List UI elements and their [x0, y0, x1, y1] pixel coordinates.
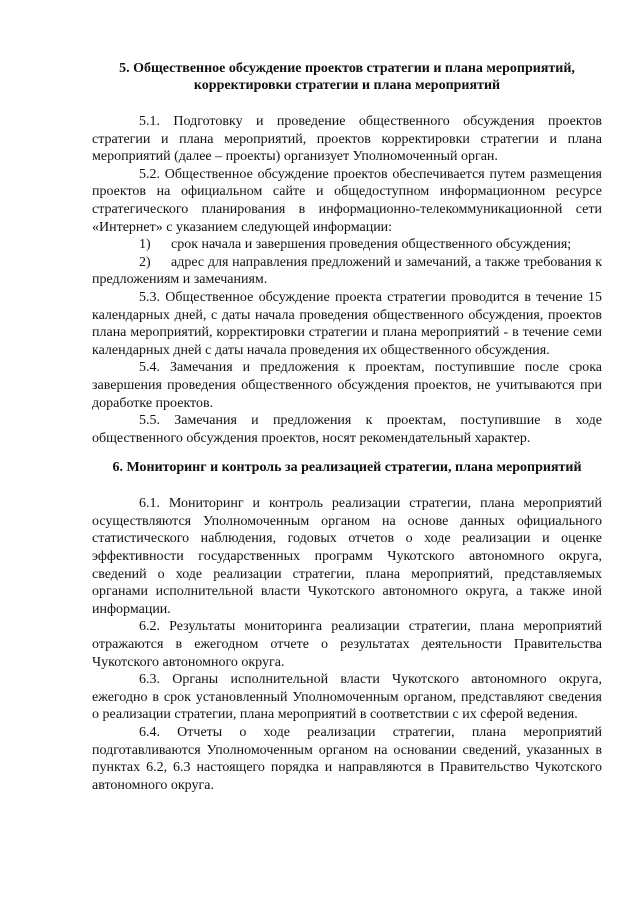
paragraph-6-3: 6.3. Органы исполнительной власти Чукотского автономного округа, ежегодно в срок установленный Уполномоченным органом, представляют сведения о реализации стратегии, плана мероприятий в соответствии с их сферой ведения. — [92, 672, 602, 723]
list-item-text: адрес для направления предложений и замечаний, а также требования к предложениям и замечаниям. — [92, 254, 602, 288]
paragraph-5-2: 5.2. Общественное обсуждение проектов обеспечивается путем размещения проектов на официальном сайте и общедоступном информационном ресурсе стратегического планирования в информационно-телекоммуникационной сети «Интернет» с указанием следующей информации: — [92, 166, 602, 235]
paragraph-5-4: 5.4. Замечания и предложения к проектам, поступившие после срока завершения проведения общественного обсуждения проектов, не учитываются при доработке проектов. — [92, 360, 602, 411]
list-item-number: 2) — [139, 254, 151, 270]
document-page — [92, 60, 602, 794]
list-item-number: 1) — [139, 237, 151, 253]
list-item-2 — [92, 254, 602, 289]
section-6-heading: 6. Мониторинг и контроль за реализацией стратегии, плана мероприятий — [112, 460, 582, 476]
list-item-text: срок начала и завершения проведения общественного обсуждения; — [171, 237, 572, 253]
section-5-heading-line2: корректировки стратегии и плана мероприятий — [193, 78, 501, 93]
paragraph-5-3: 5.3. Общественное обсуждение проекта стратегии проводится в течение 15 календарных дней, с даты начала проведения общественного обсуждения, проектов плана мероприятий, корректировки стратегии и плана мероприятий - в течение семи календарных дней с даты начала проведения их общественного обсуждения. — [92, 289, 602, 358]
paragraph-5-5: 5.5. Замечания и предложения к проектам, поступившие в ходе общественного обсуждения проектов, носят рекомендательный характер. — [92, 413, 602, 446]
section-5-heading — [92, 60, 602, 94]
paragraph-6-1: 6.1. Мониторинг и контроль реализации стратегии, плана мероприятий осуществляются Уполномоченным органом на основе данных официального статистического наблюдения, годовых отчетов о ходе реализации и оценке эффективности государственных программ Чукотского автономного округа, сведений о ходе реализации стратегии, плана мероприятий, представляемых органами исполнительной власти Чукотского автономного округа, а также иной информации. — [92, 496, 602, 617]
paragraph-5-1: 5.1. Подготовку и проведение общественного обсуждения проектов стратегии и плана мероприятий, проектов корректировки стратегии и плана мероприятий (далее – проекты) организует Уполномоченный орган. — [92, 114, 602, 165]
list-item-1 — [92, 236, 602, 254]
section-5-heading-line1: 5. Общественное обсуждение проектов стратегии и плана мероприятий, — [119, 61, 575, 76]
paragraph-6-4: 6.4. Отчеты о ходе реализации стратегии, плана мероприятий подготавливаются Уполномоченным органом на основании сведений, указанных в пунктах 6.2, 6.3 настоящего порядка и направляются в Правительство Чукотского автономного округа. — [92, 725, 602, 793]
paragraph-6-2: 6.2. Результаты мониторинга реализации стратегии, плана мероприятий отражаются в ежегодном отчете о результатах деятельности Правительства Чукотского автономного округа. — [92, 619, 602, 670]
